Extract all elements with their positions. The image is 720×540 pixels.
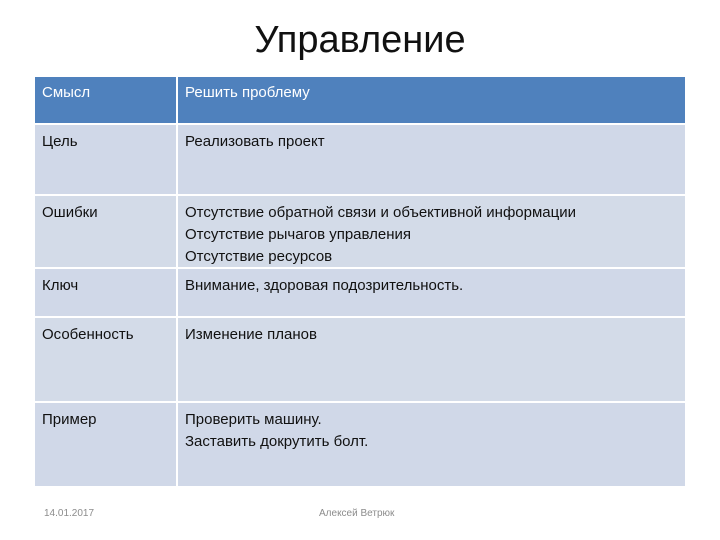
value-line: Заставить докрутить болт. xyxy=(185,433,369,450)
table-row xyxy=(35,403,685,486)
header-key-cell: Смысл xyxy=(35,77,178,123)
slide-title: Управление xyxy=(254,19,466,61)
row-key-cell: Ошибки xyxy=(35,196,178,267)
management-table xyxy=(35,77,685,486)
row-value-cell xyxy=(178,196,685,267)
value-line: Изменение планов xyxy=(185,326,317,343)
table-header-row xyxy=(35,77,685,125)
value-line: Реализовать проект xyxy=(185,133,325,150)
row-value-cell xyxy=(178,269,685,316)
footer-author: Алексей Ветрюк xyxy=(319,508,395,519)
row-value-cell xyxy=(178,318,685,401)
row-value-cell xyxy=(178,125,685,194)
table-row xyxy=(35,125,685,196)
value-line: Отсутствие обратной связи и объективной информации xyxy=(185,204,576,221)
table-row xyxy=(35,318,685,403)
row-key-cell: Цель xyxy=(35,125,178,194)
row-key-cell: Особенность xyxy=(35,318,178,401)
table-row xyxy=(35,196,685,269)
value-line: Отсутствие рычагов управления xyxy=(185,226,412,243)
footer-date: 14.01.2017 xyxy=(44,508,95,519)
row-value-cell xyxy=(178,403,685,486)
row-key-cell: Пример xyxy=(35,403,178,486)
value-line: Внимание, здоровая подозрительность. xyxy=(185,277,464,294)
value-line: Проверить машину. xyxy=(185,411,322,428)
value-line: Отсутствие ресурсов xyxy=(185,248,333,265)
table-row xyxy=(35,269,685,318)
header-value-cell: Решить проблему xyxy=(178,77,685,123)
row-key-cell: Ключ xyxy=(35,269,178,316)
